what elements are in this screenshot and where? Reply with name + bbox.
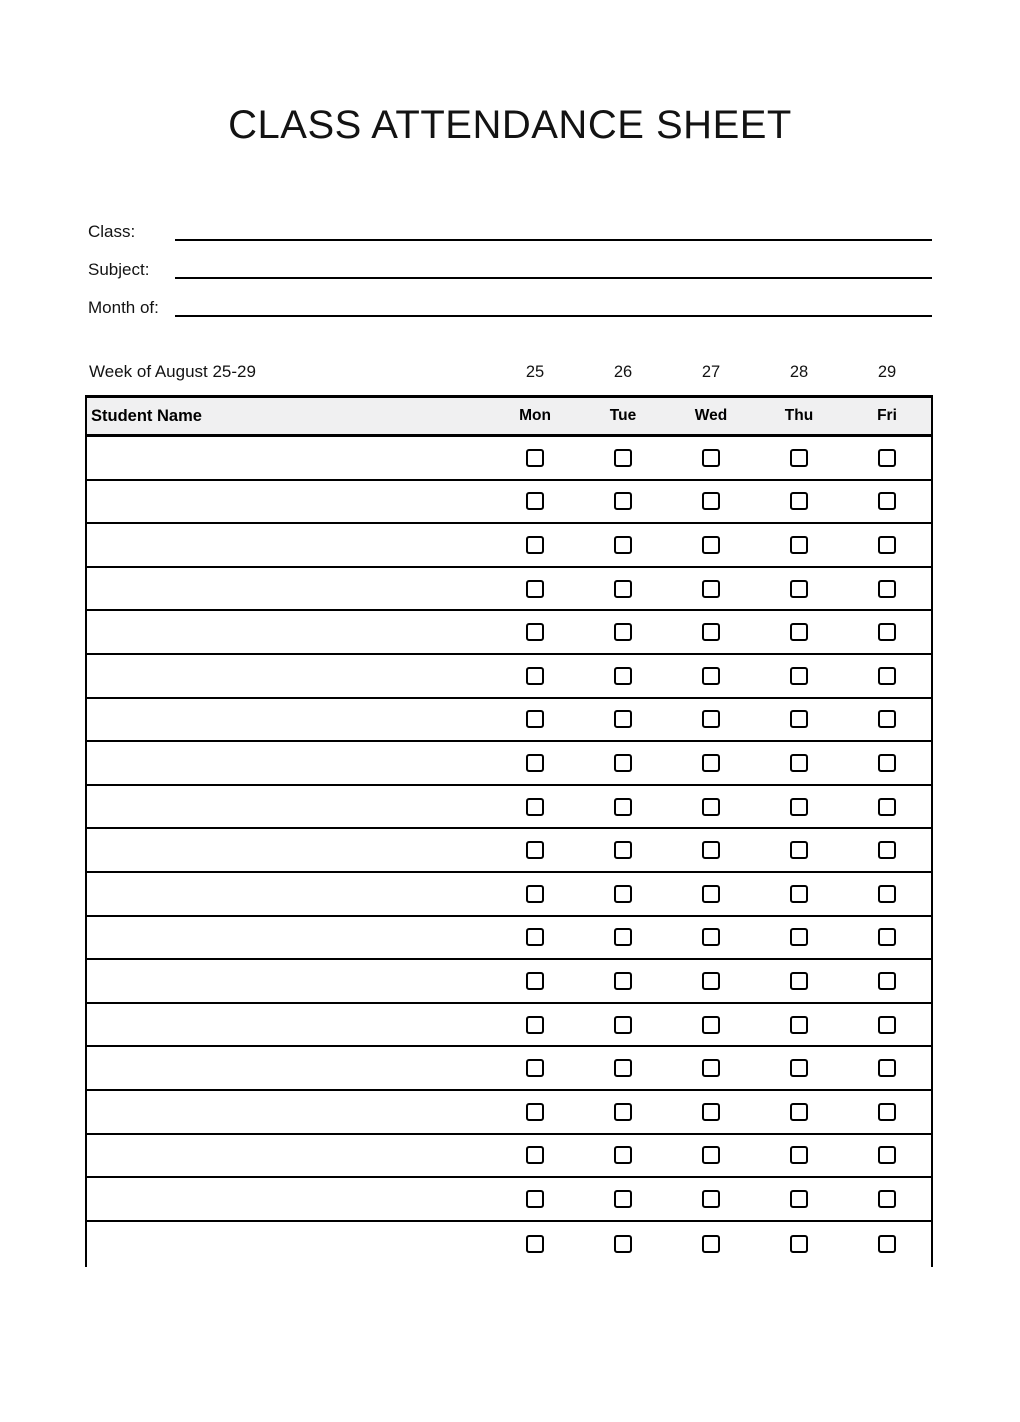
day-header-thu: Thu [784, 407, 814, 424]
attendance-checkbox[interactable] [526, 972, 544, 990]
day-cell [579, 623, 667, 641]
attendance-checkbox[interactable] [878, 536, 896, 554]
attendance-checkbox[interactable] [526, 1235, 544, 1253]
attendance-checkbox[interactable] [702, 928, 720, 946]
day-cell [843, 492, 931, 510]
attendance-checkbox[interactable] [790, 1103, 808, 1121]
day-cell [755, 580, 843, 598]
attendance-table [85, 395, 933, 1267]
attendance-checkbox[interactable] [526, 1190, 544, 1208]
attendance-checkbox[interactable] [702, 972, 720, 990]
day-cell [843, 754, 931, 772]
attendance-checkbox[interactable] [526, 536, 544, 554]
attendance-checkbox[interactable] [790, 623, 808, 641]
attendance-checkbox[interactable] [526, 754, 544, 772]
attendance-checkbox[interactable] [790, 1190, 808, 1208]
day-cell [667, 580, 755, 598]
class-input-line[interactable] [175, 217, 932, 241]
attendance-checkbox[interactable] [878, 710, 896, 728]
attendance-checkbox[interactable] [702, 798, 720, 816]
attendance-checkbox[interactable] [878, 1146, 896, 1164]
day-cell [843, 1190, 931, 1208]
attendance-checkbox[interactable] [878, 1103, 896, 1121]
table-row [87, 1135, 931, 1179]
field-row-subject [88, 245, 932, 283]
day-cell [667, 449, 755, 467]
table-row [87, 655, 931, 699]
attendance-checkbox[interactable] [790, 841, 808, 859]
day-cell [843, 885, 931, 903]
day-cell [579, 667, 667, 685]
attendance-checkbox[interactable] [702, 710, 720, 728]
student-name-cell[interactable] [87, 611, 491, 653]
attendance-checkbox[interactable] [614, 449, 632, 467]
field-row-class [88, 207, 932, 245]
day-cell [579, 972, 667, 990]
attendance-checkbox[interactable] [878, 928, 896, 946]
attendance-checkbox[interactable] [790, 449, 808, 467]
day-cell [755, 492, 843, 510]
day-cell [579, 1190, 667, 1208]
day-cell [755, 449, 843, 467]
attendance-checkbox[interactable] [878, 580, 896, 598]
attendance-checkbox[interactable] [790, 1059, 808, 1077]
day-cell [755, 972, 843, 990]
attendance-checkbox[interactable] [614, 1103, 632, 1121]
attendance-table-body [87, 437, 931, 1267]
day-cell [843, 536, 931, 554]
attendance-checkbox[interactable] [790, 580, 808, 598]
student-name-cell[interactable] [87, 481, 491, 523]
table-row [87, 481, 931, 525]
attendance-checkbox[interactable] [702, 667, 720, 685]
day-header-mon: Mon [519, 407, 551, 424]
student-name-cell[interactable] [87, 873, 491, 915]
student-name-cell[interactable] [87, 786, 491, 828]
student-name-cell[interactable] [87, 829, 491, 871]
attendance-checkbox[interactable] [878, 449, 896, 467]
attendance-checkbox[interactable] [702, 580, 720, 598]
day-cell [491, 972, 579, 990]
day-cell [843, 841, 931, 859]
day-cell [491, 667, 579, 685]
day-cell [755, 928, 843, 946]
day-cell [667, 754, 755, 772]
student-name-cell[interactable] [87, 1178, 491, 1220]
day-cell [491, 1235, 579, 1253]
day-cell [579, 536, 667, 554]
day-cell [843, 1016, 931, 1034]
day-cell [667, 1016, 755, 1034]
attendance-checkbox[interactable] [790, 1235, 808, 1253]
day-cell [579, 1235, 667, 1253]
table-row [87, 786, 931, 830]
day-cell [755, 1190, 843, 1208]
table-row [87, 1091, 931, 1135]
day-cell [579, 928, 667, 946]
day-cell [491, 536, 579, 554]
attendance-checkbox[interactable] [526, 710, 544, 728]
attendance-checkbox[interactable] [790, 885, 808, 903]
attendance-checkbox[interactable] [790, 754, 808, 772]
student-name-header: Student Name [91, 406, 202, 425]
day-cell [755, 1235, 843, 1253]
attendance-checkbox[interactable] [526, 580, 544, 598]
day-cell [667, 841, 755, 859]
table-header-row [87, 398, 931, 437]
table-row [87, 960, 931, 1004]
attendance-checkbox[interactable] [614, 667, 632, 685]
week-header-row [87, 362, 931, 382]
attendance-checkbox[interactable] [878, 798, 896, 816]
day-cell [755, 623, 843, 641]
attendance-checkbox[interactable] [702, 449, 720, 467]
student-name-cell[interactable] [87, 1004, 491, 1046]
attendance-checkbox[interactable] [878, 623, 896, 641]
attendance-checkbox[interactable] [614, 754, 632, 772]
table-row [87, 1004, 931, 1048]
attendance-checkbox[interactable] [614, 580, 632, 598]
table-row [87, 611, 931, 655]
student-name-cell[interactable] [87, 699, 491, 741]
attendance-checkbox[interactable] [526, 841, 544, 859]
day-cell [843, 449, 931, 467]
attendance-checkbox[interactable] [790, 710, 808, 728]
attendance-checkbox[interactable] [702, 1059, 720, 1077]
day-cell [667, 1146, 755, 1164]
day-cell [755, 1103, 843, 1121]
attendance-checkbox[interactable] [614, 1146, 632, 1164]
attendance-checkbox[interactable] [878, 1235, 896, 1253]
attendance-checkbox[interactable] [526, 1146, 544, 1164]
attendance-checkbox[interactable] [702, 1235, 720, 1253]
table-row [87, 742, 931, 786]
student-name-cell[interactable] [87, 1135, 491, 1177]
attendance-checkbox[interactable] [614, 623, 632, 641]
table-row [87, 524, 931, 568]
day-cell [579, 754, 667, 772]
date-mon: 25 [525, 363, 545, 381]
day-cell [491, 1059, 579, 1077]
day-cell [667, 972, 755, 990]
day-cell [667, 1103, 755, 1121]
day-cell [491, 710, 579, 728]
attendance-checkbox[interactable] [614, 928, 632, 946]
attendance-checkbox[interactable] [702, 623, 720, 641]
attendance-checkbox[interactable] [790, 1016, 808, 1034]
attendance-checkbox[interactable] [526, 492, 544, 510]
day-cell [843, 667, 931, 685]
date-thu: 28 [789, 363, 809, 381]
day-header-wed: Wed [694, 407, 728, 424]
subject-input-line[interactable] [175, 255, 932, 279]
attendance-checkbox[interactable] [790, 667, 808, 685]
month-of-label: Month of: [88, 298, 159, 317]
day-cell [491, 623, 579, 641]
day-cell [667, 1235, 755, 1253]
student-name-cell[interactable] [87, 960, 491, 1002]
attendance-checkbox[interactable] [526, 798, 544, 816]
attendance-checkbox[interactable] [614, 710, 632, 728]
day-cell [755, 841, 843, 859]
attendance-checkbox[interactable] [878, 492, 896, 510]
day-cell [843, 972, 931, 990]
date-wed: 27 [701, 363, 721, 381]
day-cell [491, 841, 579, 859]
day-cell [579, 885, 667, 903]
attendance-checkbox[interactable] [614, 972, 632, 990]
attendance-checkbox[interactable] [790, 1146, 808, 1164]
day-cell [491, 1016, 579, 1034]
day-cell [579, 492, 667, 510]
form-fields [88, 207, 932, 321]
day-cell [755, 710, 843, 728]
attendance-checkbox[interactable] [878, 885, 896, 903]
attendance-checkbox[interactable] [790, 928, 808, 946]
attendance-checkbox[interactable] [526, 623, 544, 641]
attendance-checkbox[interactable] [702, 1016, 720, 1034]
day-cell [579, 1103, 667, 1121]
student-name-cell[interactable] [87, 568, 491, 610]
attendance-checkbox[interactable] [614, 841, 632, 859]
attendance-checkbox[interactable] [878, 841, 896, 859]
day-cell [667, 536, 755, 554]
date-fri: 29 [877, 363, 897, 381]
table-row [87, 829, 931, 873]
attendance-checkbox[interactable] [702, 885, 720, 903]
month-input-line[interactable] [175, 293, 932, 317]
attendance-checkbox[interactable] [702, 754, 720, 772]
day-cell [667, 1190, 755, 1208]
day-cell [579, 580, 667, 598]
attendance-checkbox[interactable] [702, 536, 720, 554]
attendance-checkbox[interactable] [702, 492, 720, 510]
attendance-checkbox[interactable] [614, 492, 632, 510]
day-cell [843, 1235, 931, 1253]
day-cell [843, 1146, 931, 1164]
attendance-checkbox[interactable] [878, 1190, 896, 1208]
day-cell [843, 1059, 931, 1077]
attendance-checkbox[interactable] [526, 667, 544, 685]
day-header-fri: Fri [877, 407, 897, 424]
student-name-cell[interactable] [87, 1222, 491, 1267]
attendance-checkbox[interactable] [614, 1190, 632, 1208]
day-cell [667, 798, 755, 816]
day-cell [579, 1146, 667, 1164]
class-label: Class: [88, 222, 136, 241]
day-cell [755, 754, 843, 772]
day-cell [579, 1059, 667, 1077]
attendance-checkbox[interactable] [702, 1103, 720, 1121]
attendance-checkbox[interactable] [790, 798, 808, 816]
attendance-checkbox[interactable] [790, 492, 808, 510]
subject-label: Subject: [88, 260, 150, 279]
day-cell [579, 1016, 667, 1034]
attendance-checkbox[interactable] [614, 1059, 632, 1077]
day-cell [755, 667, 843, 685]
day-cell [843, 580, 931, 598]
attendance-checkbox[interactable] [526, 449, 544, 467]
attendance-checkbox[interactable] [878, 667, 896, 685]
page-title: CLASS ATTENDANCE SHEET [228, 103, 792, 147]
attendance-checkbox[interactable] [614, 885, 632, 903]
day-cell [491, 580, 579, 598]
student-name-cell[interactable] [87, 1047, 491, 1089]
student-name-cell[interactable] [87, 742, 491, 784]
attendance-checkbox[interactable] [790, 536, 808, 554]
day-cell [755, 1016, 843, 1034]
day-cell [843, 1103, 931, 1121]
day-cell [491, 928, 579, 946]
attendance-checkbox[interactable] [702, 1146, 720, 1164]
day-cell [491, 1146, 579, 1164]
day-cell [491, 492, 579, 510]
day-cell [667, 1059, 755, 1077]
day-cell [667, 710, 755, 728]
day-cell [491, 754, 579, 772]
table-row [87, 699, 931, 743]
day-cell [755, 1059, 843, 1077]
attendance-checkbox[interactable] [614, 1016, 632, 1034]
day-cell [755, 798, 843, 816]
table-row [87, 873, 931, 917]
day-cell [667, 623, 755, 641]
attendance-checkbox[interactable] [614, 798, 632, 816]
day-cell [667, 885, 755, 903]
attendance-checkbox[interactable] [526, 928, 544, 946]
day-cell [667, 667, 755, 685]
student-name-cell[interactable] [87, 524, 491, 566]
attendance-checkbox[interactable] [878, 1059, 896, 1077]
attendance-checkbox[interactable] [614, 536, 632, 554]
day-cell [579, 710, 667, 728]
day-cell [579, 449, 667, 467]
day-header-tue: Tue [609, 407, 637, 424]
day-cell [843, 710, 931, 728]
day-cell [491, 798, 579, 816]
table-row [87, 1178, 931, 1222]
day-cell [579, 798, 667, 816]
attendance-checkbox[interactable] [702, 841, 720, 859]
field-row-month [88, 283, 932, 321]
day-cell [667, 492, 755, 510]
attendance-checkbox[interactable] [790, 972, 808, 990]
attendance-checkbox[interactable] [614, 1235, 632, 1253]
attendance-checkbox[interactable] [702, 1190, 720, 1208]
table-row [87, 1047, 931, 1091]
student-name-cell[interactable] [87, 437, 491, 479]
week-of-label: Week of August 25-29 [89, 362, 256, 381]
table-row [87, 917, 931, 961]
attendance-checkbox[interactable] [878, 1016, 896, 1034]
day-cell [579, 841, 667, 859]
attendance-checkbox[interactable] [878, 972, 896, 990]
day-cell [843, 928, 931, 946]
day-cell [843, 798, 931, 816]
day-cell [491, 1103, 579, 1121]
day-cell [755, 1146, 843, 1164]
attendance-checkbox[interactable] [526, 1016, 544, 1034]
student-name-cell[interactable] [87, 1091, 491, 1133]
day-cell [755, 536, 843, 554]
attendance-checkbox[interactable] [878, 754, 896, 772]
day-cell [667, 928, 755, 946]
table-row [87, 1222, 931, 1267]
attendance-checkbox[interactable] [526, 1059, 544, 1077]
table-row [87, 568, 931, 612]
day-cell [491, 449, 579, 467]
attendance-checkbox[interactable] [526, 1103, 544, 1121]
student-name-cell[interactable] [87, 917, 491, 959]
day-cell [491, 885, 579, 903]
date-tue: 26 [613, 363, 633, 381]
day-cell [755, 885, 843, 903]
day-cell [843, 623, 931, 641]
student-name-cell[interactable] [87, 655, 491, 697]
day-cell [491, 1190, 579, 1208]
attendance-checkbox[interactable] [526, 885, 544, 903]
table-row [87, 437, 931, 481]
